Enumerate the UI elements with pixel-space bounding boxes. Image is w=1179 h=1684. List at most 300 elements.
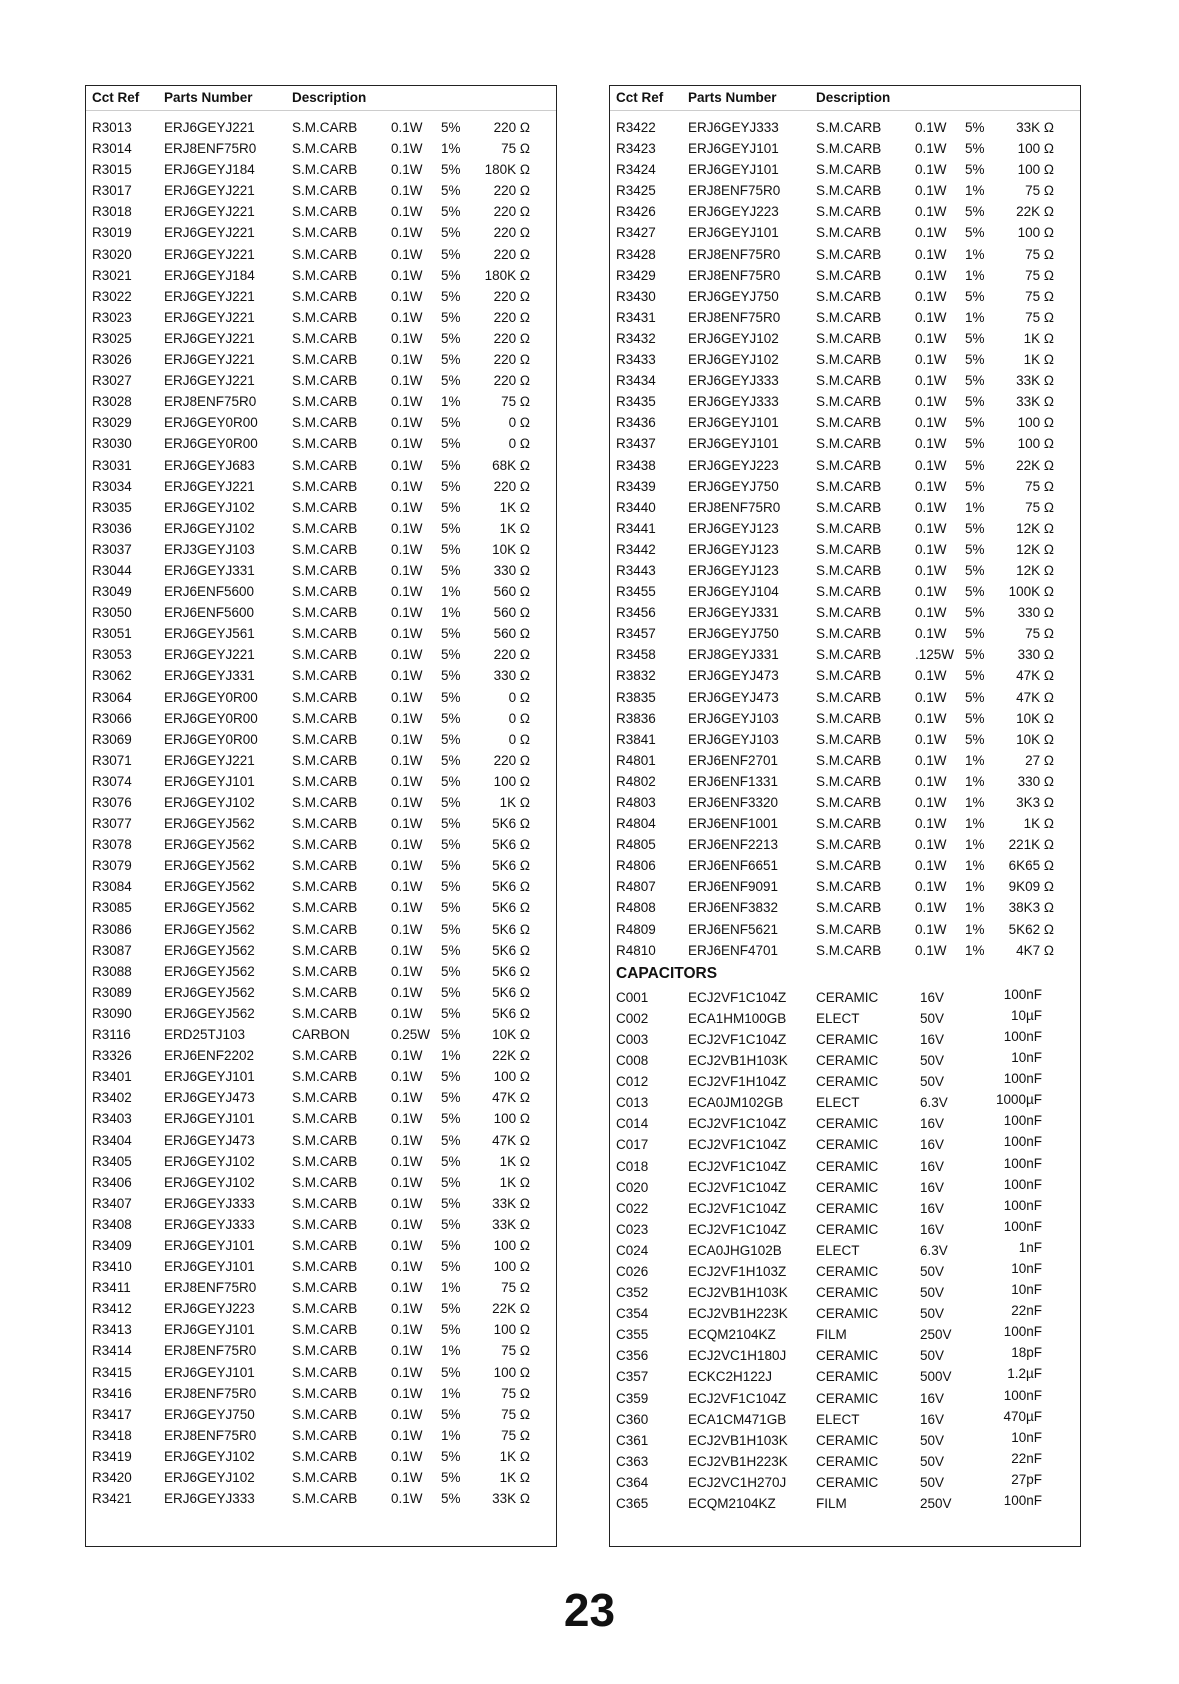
parts-number: ECJ2VC1H180J bbox=[688, 1348, 787, 1364]
parts-number: ERJ6GEYJ562 bbox=[164, 942, 255, 958]
cct-ref: C361 bbox=[616, 1432, 649, 1448]
parts-number: ECJ2VB1H103K bbox=[688, 1432, 788, 1448]
value: 22K Ω bbox=[1016, 204, 1054, 220]
value: 10µF bbox=[1010, 1007, 1042, 1023]
parts-number: ERJ6GEYJ102 bbox=[164, 520, 255, 536]
description: S.M.CARB bbox=[292, 141, 358, 157]
tolerance: 5% bbox=[441, 1195, 461, 1211]
cct-ref: R3401 bbox=[92, 1069, 132, 1085]
rating: 0.1W bbox=[915, 942, 947, 958]
rating: 0.1W bbox=[915, 562, 947, 578]
value: 0 Ω bbox=[508, 689, 530, 705]
cct-ref: C363 bbox=[616, 1453, 649, 1469]
parts-number: ERJ6GEYJ102 bbox=[164, 1153, 255, 1169]
rating: 0.1W bbox=[391, 246, 423, 262]
description: CERAMIC bbox=[816, 1474, 879, 1490]
cct-ref: R3085 bbox=[92, 900, 132, 916]
rating: 0.1W bbox=[915, 246, 947, 262]
rating: 0.1W bbox=[391, 668, 423, 684]
parts-number: ECJ2VF1C104Z bbox=[688, 1179, 787, 1195]
value: 5K6 Ω bbox=[492, 900, 530, 916]
tolerance: 1% bbox=[965, 773, 985, 789]
parts-number: ERJ6GEYJ221 bbox=[164, 752, 255, 768]
table-row bbox=[610, 623, 1080, 644]
description: S.M.CARB bbox=[292, 584, 358, 600]
cct-ref: R3015 bbox=[92, 162, 132, 178]
description: S.M.CARB bbox=[816, 773, 882, 789]
rating: 0.1W bbox=[391, 120, 423, 135]
parts-number: ERJ6GEYJ101 bbox=[688, 141, 779, 157]
description: S.M.CARB bbox=[292, 520, 358, 536]
rating: 0.1W bbox=[915, 183, 947, 199]
description: S.M.CARB bbox=[816, 141, 882, 157]
tolerance: 5% bbox=[441, 330, 461, 346]
cct-ref: R3029 bbox=[92, 415, 132, 431]
tolerance: 5% bbox=[441, 541, 461, 557]
description: S.M.CARB bbox=[816, 668, 882, 684]
value: 221K Ω bbox=[1008, 837, 1054, 853]
table-row bbox=[86, 433, 556, 454]
rating: 0.1W bbox=[391, 1005, 423, 1021]
voltage: 50V bbox=[920, 1453, 945, 1469]
table-row bbox=[610, 644, 1080, 665]
description: CERAMIC bbox=[816, 1306, 879, 1322]
value: 75 Ω bbox=[1025, 288, 1054, 304]
cct-ref: C024 bbox=[616, 1242, 649, 1258]
cct-ref: C357 bbox=[616, 1369, 649, 1385]
tolerance: 5% bbox=[441, 900, 461, 916]
description: S.M.CARB bbox=[292, 921, 358, 937]
description: S.M.CARB bbox=[816, 520, 882, 536]
voltage: 50V bbox=[920, 1263, 945, 1279]
tolerance: 5% bbox=[441, 689, 461, 705]
tolerance: 5% bbox=[965, 731, 985, 747]
table-row bbox=[86, 855, 556, 876]
description: S.M.CARB bbox=[292, 183, 358, 199]
parts-number: ERD25TJ103 bbox=[164, 1027, 246, 1043]
description: S.M.CARB bbox=[816, 499, 882, 515]
parts-number: ERJ6GEYJ101 bbox=[164, 1069, 255, 1085]
description: S.M.CARB bbox=[292, 900, 358, 916]
parts-number: ERJ8ENF75R0 bbox=[164, 141, 257, 157]
cct-ref: C014 bbox=[616, 1116, 649, 1132]
parts-number: ERJ6GEYJ221 bbox=[164, 478, 255, 494]
rating: 0.1W bbox=[915, 436, 947, 452]
value: 1K Ω bbox=[499, 1174, 530, 1190]
rating: 0.1W bbox=[391, 267, 423, 283]
cct-ref: R3419 bbox=[92, 1448, 132, 1464]
rating: 0.1W bbox=[391, 141, 423, 157]
description: S.M.CARB bbox=[292, 225, 358, 241]
cct-ref: R4806 bbox=[616, 858, 656, 874]
table-row bbox=[86, 560, 556, 581]
cct-ref: R3422 bbox=[616, 120, 656, 135]
parts-number: ERJ6GEYJ103 bbox=[688, 731, 779, 747]
value: 220 Ω bbox=[493, 478, 530, 494]
cct-ref: R3436 bbox=[616, 415, 656, 431]
voltage: 50V bbox=[920, 1474, 945, 1490]
parts-number: ERJ6GEYJ102 bbox=[164, 1470, 255, 1485]
parts-number: ERJ6GEYJ562 bbox=[164, 1005, 255, 1021]
tolerance: 1% bbox=[441, 394, 461, 410]
description: S.M.CARB bbox=[292, 1111, 358, 1127]
table-row bbox=[610, 1261, 1080, 1282]
parts-number: ERJ6GEYJ221 bbox=[164, 288, 255, 304]
rating: 0.1W bbox=[915, 626, 947, 642]
description: S.M.CARB bbox=[292, 1174, 358, 1190]
rating: 0.1W bbox=[391, 858, 423, 874]
cct-ref: R3078 bbox=[92, 837, 132, 853]
value: 100 Ω bbox=[493, 1111, 530, 1127]
rating: 0.1W bbox=[391, 1385, 423, 1401]
right-parts-table bbox=[609, 85, 1081, 1547]
value: 18pF bbox=[1011, 1345, 1042, 1361]
table-row bbox=[610, 834, 1080, 855]
cct-ref: R3418 bbox=[92, 1427, 132, 1443]
cct-ref: R4807 bbox=[616, 879, 656, 895]
cct-ref: R3049 bbox=[92, 584, 132, 600]
value: 100nF bbox=[1003, 1387, 1042, 1403]
description: S.M.CARB bbox=[292, 415, 358, 431]
parts-number: ERJ6GEYJ101 bbox=[164, 1322, 255, 1338]
table-row bbox=[610, 265, 1080, 286]
voltage: 50V bbox=[920, 1053, 945, 1069]
table-row bbox=[86, 876, 556, 897]
description: S.M.CARB bbox=[816, 837, 882, 853]
table-row bbox=[86, 1003, 556, 1024]
tolerance: 5% bbox=[965, 668, 985, 684]
tolerance: 5% bbox=[441, 1111, 461, 1127]
tolerance: 5% bbox=[441, 816, 461, 832]
description: S.M.CARB bbox=[292, 457, 358, 473]
tolerance: 1% bbox=[965, 499, 985, 515]
table-row bbox=[610, 1029, 1080, 1050]
table-row bbox=[610, 370, 1080, 391]
table-row bbox=[610, 792, 1080, 813]
description: S.M.CARB bbox=[292, 1448, 358, 1464]
table-row bbox=[86, 518, 556, 539]
table-row bbox=[610, 855, 1080, 876]
value: 9K09 Ω bbox=[1008, 879, 1054, 895]
description: S.M.CARB bbox=[816, 478, 882, 494]
rating: 0.1W bbox=[915, 499, 947, 515]
value: 220 Ω bbox=[493, 309, 530, 325]
parts-number: ERJ6GEYJ101 bbox=[688, 225, 779, 241]
rating: 0.1W bbox=[391, 1280, 423, 1296]
table-row bbox=[86, 412, 556, 433]
value: 33K Ω bbox=[492, 1491, 530, 1507]
value: 1nF bbox=[1018, 1239, 1042, 1255]
description: S.M.CARB bbox=[292, 1216, 358, 1232]
voltage: 50V bbox=[920, 1348, 945, 1364]
rating: 0.1W bbox=[915, 710, 947, 726]
value: 100nF bbox=[1003, 1113, 1042, 1129]
table-row bbox=[610, 602, 1080, 623]
rating: 0.1W bbox=[391, 457, 423, 473]
value: 10nF bbox=[1011, 1282, 1042, 1298]
cct-ref: R3051 bbox=[92, 626, 132, 642]
parts-number: ERJ6GEYJ101 bbox=[688, 415, 779, 431]
value: 47K Ω bbox=[492, 1090, 530, 1106]
value: 4K7 Ω bbox=[1016, 942, 1054, 958]
value: 12K Ω bbox=[1016, 520, 1054, 536]
cct-ref: R3013 bbox=[92, 120, 132, 135]
value: 100nF bbox=[1003, 1155, 1042, 1171]
cct-ref: R3022 bbox=[92, 288, 132, 304]
tolerance: 5% bbox=[965, 373, 985, 389]
parts-number: ERJ6GEYJ101 bbox=[688, 162, 779, 178]
table-row bbox=[86, 644, 556, 665]
description: S.M.CARB bbox=[816, 942, 882, 958]
parts-number: ERJ6GEYJ103 bbox=[688, 710, 779, 726]
rating: 0.1W bbox=[915, 752, 947, 768]
voltage: 16V bbox=[920, 1137, 945, 1153]
right-rows bbox=[610, 117, 1080, 1514]
value: 100nF bbox=[1003, 1176, 1042, 1192]
description: S.M.CARB bbox=[292, 162, 358, 178]
cct-ref: R3457 bbox=[616, 626, 656, 642]
rating: 0.1W bbox=[391, 562, 423, 578]
value: 100 Ω bbox=[1017, 415, 1054, 431]
table-row bbox=[86, 265, 556, 286]
description: S.M.CARB bbox=[292, 1470, 358, 1485]
table-row bbox=[610, 919, 1080, 940]
parts-number: ERJ6GEYJ683 bbox=[164, 457, 255, 473]
tolerance: 1% bbox=[965, 816, 985, 832]
description: S.M.CARB bbox=[816, 415, 882, 431]
cct-ref: R3442 bbox=[616, 541, 656, 557]
rating: 0.1W bbox=[915, 605, 947, 621]
description: S.M.CARB bbox=[816, 183, 882, 199]
parts-number: ECJ2VF1C104Z bbox=[688, 989, 787, 1005]
description: S.M.CARB bbox=[292, 647, 358, 663]
parts-number: ERJ6GEYJ333 bbox=[688, 373, 779, 389]
voltage: 16V bbox=[920, 1221, 945, 1237]
rating: 0.1W bbox=[915, 879, 947, 895]
value: 75 Ω bbox=[501, 1280, 530, 1296]
cct-ref: R3426 bbox=[616, 204, 656, 220]
parts-number: ERJ6GEYJ223 bbox=[164, 1301, 255, 1317]
description: FILM bbox=[816, 1327, 847, 1343]
voltage: 16V bbox=[920, 1411, 945, 1427]
value: 100nF bbox=[1003, 1197, 1042, 1213]
description: S.M.CARB bbox=[816, 562, 882, 578]
rating: 0.1W bbox=[915, 773, 947, 789]
tolerance: 5% bbox=[441, 1259, 461, 1275]
description: S.M.CARB bbox=[816, 162, 882, 178]
description: S.M.CARB bbox=[292, 478, 358, 494]
value: 47K Ω bbox=[492, 1132, 530, 1148]
value: 33K Ω bbox=[1016, 120, 1054, 135]
rating: 0.1W bbox=[391, 879, 423, 895]
cct-ref: R3414 bbox=[92, 1343, 132, 1359]
parts-number: ERJ6ENF4701 bbox=[688, 942, 779, 958]
description: CERAMIC bbox=[816, 989, 879, 1005]
rating: 0.1W bbox=[391, 795, 423, 810]
value: 100 Ω bbox=[1017, 436, 1054, 452]
table-row bbox=[610, 708, 1080, 729]
rating: 0.1W bbox=[915, 816, 947, 832]
header-parts-number: Parts Number bbox=[688, 90, 777, 105]
value: 10K Ω bbox=[1016, 731, 1054, 747]
value: 470µF bbox=[1003, 1408, 1042, 1424]
rating: 0.1W bbox=[391, 1048, 423, 1064]
value: 33K Ω bbox=[492, 1216, 530, 1232]
cct-ref: R3079 bbox=[92, 858, 132, 874]
parts-number: ECJ2VB1H103K bbox=[688, 1053, 788, 1069]
parts-number: ECJ2VB1H223K bbox=[688, 1453, 788, 1469]
parts-number: ERJ6GEYJ562 bbox=[164, 879, 255, 895]
tolerance: 5% bbox=[441, 1174, 461, 1190]
parts-number: ERJ6GEYJ221 bbox=[164, 373, 255, 389]
description: CERAMIC bbox=[816, 1369, 879, 1385]
cct-ref: R3086 bbox=[92, 921, 132, 937]
table-row bbox=[86, 1045, 556, 1066]
description: CARBON bbox=[292, 1027, 350, 1043]
rating: 0.1W bbox=[915, 795, 947, 810]
rating: 0.1W bbox=[915, 309, 947, 325]
table-row bbox=[86, 750, 556, 771]
tolerance: 5% bbox=[965, 689, 985, 705]
rating: 0.1W bbox=[915, 457, 947, 473]
tolerance: 5% bbox=[441, 562, 461, 578]
rating: 0.1W bbox=[915, 478, 947, 494]
rating: 0.1W bbox=[915, 520, 947, 536]
rating: 0.1W bbox=[391, 162, 423, 178]
tolerance: 5% bbox=[441, 1216, 461, 1232]
rating: 0.1W bbox=[915, 352, 947, 368]
table-row bbox=[610, 813, 1080, 834]
table-row bbox=[86, 1172, 556, 1193]
cct-ref: R4801 bbox=[616, 752, 656, 768]
rating: 0.1W bbox=[391, 1195, 423, 1211]
value: 75 Ω bbox=[501, 1427, 530, 1443]
description: S.M.CARB bbox=[292, 1427, 358, 1443]
cct-ref: R3069 bbox=[92, 731, 132, 747]
rating: 0.1W bbox=[915, 162, 947, 178]
parts-number: ERJ6GEYJ562 bbox=[164, 858, 255, 874]
description: S.M.CARB bbox=[292, 1195, 358, 1211]
table-row bbox=[610, 1430, 1080, 1451]
description: ELECT bbox=[816, 1411, 860, 1427]
rating: 0.1W bbox=[391, 984, 423, 1000]
rating: 0.1W bbox=[391, 1216, 423, 1232]
description: CERAMIC bbox=[816, 1221, 879, 1237]
parts-number: ERJ6GEYJ221 bbox=[164, 330, 255, 346]
cct-ref: C356 bbox=[616, 1348, 649, 1364]
value: 10K Ω bbox=[492, 1027, 530, 1043]
description: S.M.CARB bbox=[816, 816, 882, 832]
tolerance: 1% bbox=[441, 141, 461, 157]
description: S.M.CARB bbox=[292, 1301, 358, 1317]
value: 75 Ω bbox=[501, 394, 530, 410]
cct-ref: R3431 bbox=[616, 309, 656, 325]
parts-number: ERJ6GEYJ102 bbox=[688, 330, 779, 346]
tolerance: 5% bbox=[441, 478, 461, 494]
tolerance: 5% bbox=[965, 162, 985, 178]
description: S.M.CARB bbox=[816, 647, 882, 663]
parts-number: ERJ6GEY0R00 bbox=[164, 710, 258, 726]
description: S.M.CARB bbox=[292, 795, 358, 810]
table-row bbox=[86, 729, 556, 750]
cct-ref: R3408 bbox=[92, 1216, 132, 1232]
parts-number: ERJ6ENF3832 bbox=[688, 900, 779, 916]
value: 5K6 Ω bbox=[492, 879, 530, 895]
table-row bbox=[610, 391, 1080, 412]
cct-ref: R3090 bbox=[92, 1005, 132, 1021]
description: S.M.CARB bbox=[816, 373, 882, 389]
cct-ref: C018 bbox=[616, 1158, 649, 1174]
table-row bbox=[86, 813, 556, 834]
value: 100 Ω bbox=[493, 1259, 530, 1275]
description: S.M.CARB bbox=[816, 225, 882, 241]
tolerance: 1% bbox=[441, 1427, 461, 1443]
description: S.M.CARB bbox=[292, 1259, 358, 1275]
tolerance: 5% bbox=[441, 1090, 461, 1106]
parts-number: ERJ6GEY0R00 bbox=[164, 436, 258, 452]
header-description: Description bbox=[816, 90, 891, 105]
table-row bbox=[610, 476, 1080, 497]
rating: 0.1W bbox=[391, 1427, 423, 1443]
rating: 0.1W bbox=[391, 1259, 423, 1275]
tolerance: 5% bbox=[965, 141, 985, 157]
value: 100 Ω bbox=[1017, 141, 1054, 157]
table-row bbox=[86, 539, 556, 560]
value: 75 Ω bbox=[1025, 309, 1054, 325]
cct-ref: R3424 bbox=[616, 162, 656, 178]
table-row bbox=[86, 602, 556, 623]
parts-number: ERJ6GEY0R00 bbox=[164, 689, 258, 705]
description: S.M.CARB bbox=[292, 816, 358, 832]
cct-ref: R3025 bbox=[92, 330, 132, 346]
parts-number: ERJ6GEYJ101 bbox=[164, 773, 255, 789]
tolerance: 5% bbox=[965, 457, 985, 473]
tolerance: 5% bbox=[441, 963, 461, 979]
table-row bbox=[610, 940, 1080, 961]
value: 1K Ω bbox=[499, 1448, 530, 1464]
value: 5K62 Ω bbox=[1008, 921, 1054, 937]
tolerance: 1% bbox=[441, 1280, 461, 1296]
tolerance: 1% bbox=[965, 183, 985, 199]
description: S.M.CARB bbox=[292, 541, 358, 557]
parts-number: ERJ6GEYJ123 bbox=[688, 541, 779, 557]
parts-number: ERJ6ENF6651 bbox=[688, 858, 779, 874]
parts-number: ERJ8ENF75R0 bbox=[688, 309, 781, 325]
tolerance: 5% bbox=[965, 710, 985, 726]
value: 22nF bbox=[1011, 1450, 1042, 1466]
table-row bbox=[86, 391, 556, 412]
parts-number: ERJ6ENF9091 bbox=[688, 879, 779, 895]
tolerance: 5% bbox=[441, 731, 461, 747]
cct-ref: C359 bbox=[616, 1390, 649, 1406]
parts-number: ERJ6GEYJ562 bbox=[164, 837, 255, 853]
table-row bbox=[610, 328, 1080, 349]
table-row bbox=[86, 286, 556, 307]
capacitors-section-title: CAPACITORS bbox=[616, 964, 718, 982]
parts-number: ERJ6GEYJ101 bbox=[688, 436, 779, 452]
description: S.M.CARB bbox=[292, 773, 358, 789]
description: S.M.CARB bbox=[292, 309, 358, 325]
table-row bbox=[86, 222, 556, 243]
description: S.M.CARB bbox=[816, 394, 882, 410]
parts-number: ERJ6GEYJ331 bbox=[688, 605, 779, 621]
table-row bbox=[86, 1235, 556, 1256]
description: S.M.CARB bbox=[292, 1406, 358, 1422]
value: 100nF bbox=[1003, 1324, 1042, 1340]
value: 220 Ω bbox=[493, 330, 530, 346]
parts-number: ECQM2104KZ bbox=[688, 1496, 776, 1511]
value: 75 Ω bbox=[1025, 183, 1054, 199]
